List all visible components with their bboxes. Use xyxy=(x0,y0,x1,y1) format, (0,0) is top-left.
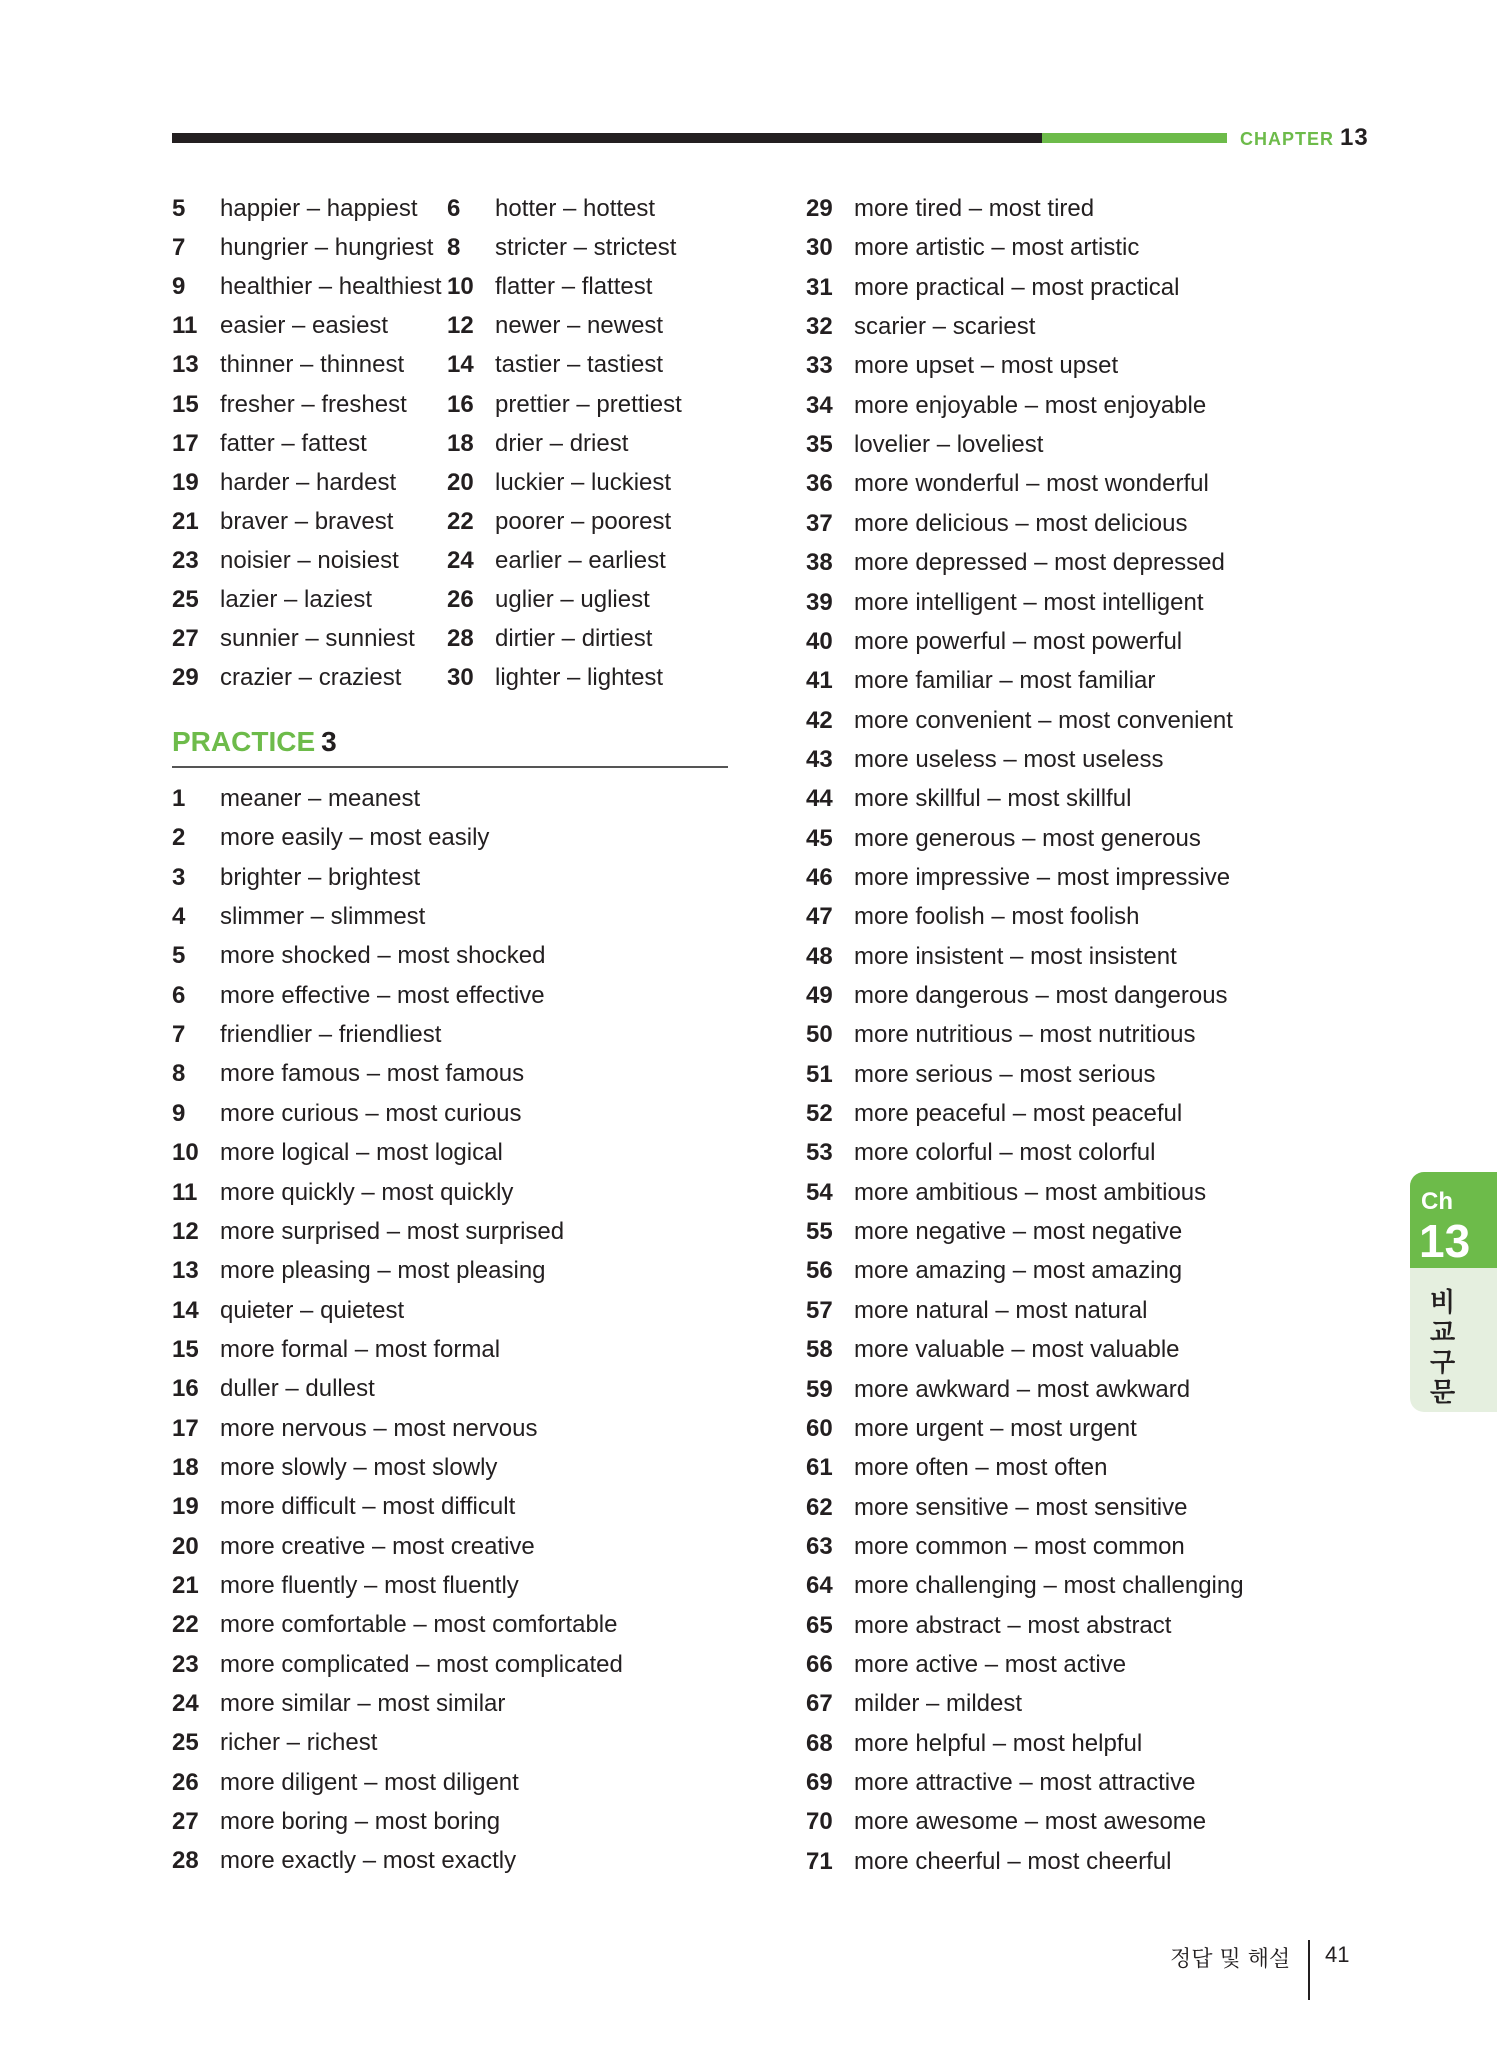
item-number: 24 xyxy=(172,1690,199,1718)
item-answer: healthier – healthiest xyxy=(220,273,442,301)
item-number: 18 xyxy=(172,1453,199,1481)
item-number: 47 xyxy=(806,903,833,931)
item-number: 61 xyxy=(806,1454,833,1482)
item-answer: drier – driest xyxy=(495,429,629,457)
item-answer: more skillful – most skillful xyxy=(854,785,1132,813)
item-answer: more easily – most easily xyxy=(220,824,490,852)
item-number: 31 xyxy=(806,273,833,301)
item-answer: more artistic – most artistic xyxy=(854,234,1140,262)
item-number: 42 xyxy=(806,706,833,734)
item-answer: tastier – tastiest xyxy=(495,351,664,379)
item-number: 25 xyxy=(172,586,199,613)
item-number: 52 xyxy=(806,1100,833,1128)
chapter-label xyxy=(1240,124,1369,152)
item-answer: more serious – most serious xyxy=(854,1060,1156,1088)
item-number: 39 xyxy=(806,588,833,616)
item-answer: meaner – meanest xyxy=(220,785,421,812)
item-number: 14 xyxy=(447,351,474,379)
item-answer: crazier – craziest xyxy=(220,664,402,692)
item-number: 12 xyxy=(172,1217,199,1245)
item-answer: noisier – noisiest xyxy=(220,546,399,574)
item-number: 36 xyxy=(806,470,833,498)
item-answer: more helpful – most helpful xyxy=(854,1729,1143,1757)
item-number: 32 xyxy=(806,313,833,341)
item-answer: braver – bravest xyxy=(220,507,394,535)
item-answer: scarier – scariest xyxy=(854,313,1036,341)
chapter-number: 13 xyxy=(1340,124,1369,151)
item-number: 70 xyxy=(806,1808,833,1836)
item-number: 64 xyxy=(806,1572,833,1600)
item-answer: slimmer – slimmest xyxy=(220,903,426,931)
item-number: 54 xyxy=(806,1178,833,1206)
item-answer: more often – most often xyxy=(854,1454,1108,1482)
item-answer: uglier – ugliest xyxy=(495,586,650,613)
item-number: 28 xyxy=(172,1847,199,1875)
item-number: 23 xyxy=(172,1650,199,1678)
item-answer: more foolish – most foolish xyxy=(854,903,1140,931)
side-tab-ch-label: Ch xyxy=(1421,1188,1453,1215)
item-number: 20 xyxy=(447,468,474,496)
item-answer: more awesome – most awesome xyxy=(854,1808,1207,1836)
item-answer: lovelier – loveliest xyxy=(854,431,1044,459)
item-answer: friendlier – friendliest xyxy=(220,1021,442,1049)
item-answer: more curious – most curious xyxy=(220,1099,522,1127)
item-answer: more challenging – most challenging xyxy=(854,1572,1244,1600)
side-tab-korean-title: 비교구문 xyxy=(1430,1288,1456,1408)
item-answer: richer – richest xyxy=(220,1729,378,1757)
practice-3-title xyxy=(172,726,337,758)
item-number: 7 xyxy=(172,1021,186,1049)
item-answer: more famous – most famous xyxy=(220,1060,525,1088)
item-number: 9 xyxy=(172,1099,186,1127)
item-number: 10 xyxy=(172,1139,199,1167)
item-number: 17 xyxy=(172,429,199,457)
item-number: 62 xyxy=(806,1493,833,1521)
item-number: 15 xyxy=(172,390,199,418)
item-answer: more delicious – most delicious xyxy=(854,509,1188,537)
item-answer: more upset – most upset xyxy=(854,352,1119,380)
practice-number: 3 xyxy=(321,726,337,757)
practice-divider xyxy=(172,766,728,768)
item-number: 16 xyxy=(172,1375,199,1403)
item-number: 49 xyxy=(806,982,833,1009)
header-bar-dark xyxy=(172,133,1042,143)
item-number: 44 xyxy=(806,785,833,813)
item-answer: more amazing – most amazing xyxy=(854,1257,1183,1285)
item-number: 65 xyxy=(806,1611,833,1639)
item-number: 20 xyxy=(172,1532,199,1560)
item-answer: more formal – most formal xyxy=(220,1335,501,1363)
item-number: 6 xyxy=(172,981,186,1009)
item-answer: more abstract – most abstract xyxy=(854,1611,1172,1639)
item-number: 9 xyxy=(172,273,186,301)
item-answer: harder – hardest xyxy=(220,468,397,496)
item-number: 58 xyxy=(806,1336,833,1364)
footer-section-label: 정답 및 해설 xyxy=(1170,1947,1291,1972)
item-answer: more awkward – most awkward xyxy=(854,1375,1191,1403)
item-answer: newer – newest xyxy=(495,312,664,340)
item-number: 13 xyxy=(172,351,199,379)
item-answer: fatter – fattest xyxy=(220,429,367,457)
page-number: 41 xyxy=(1325,1942,1350,1967)
item-number: 26 xyxy=(447,586,474,613)
item-number: 24 xyxy=(447,546,474,574)
item-answer: more tired – most tired xyxy=(854,195,1095,222)
item-number: 71 xyxy=(806,1847,833,1875)
item-answer: dirtier – dirtiest xyxy=(495,625,653,653)
item-answer: more natural – most natural xyxy=(854,1296,1148,1324)
item-number: 8 xyxy=(447,234,461,262)
item-number: 8 xyxy=(172,1060,186,1088)
item-answer: more powerful – most powerful xyxy=(854,627,1183,655)
item-number: 17 xyxy=(172,1414,199,1442)
item-number: 16 xyxy=(447,390,474,418)
item-answer: quieter – quietest xyxy=(220,1296,405,1324)
item-number: 41 xyxy=(806,667,833,695)
item-answer: more intelligent – most intelligent xyxy=(854,588,1204,616)
item-number: 35 xyxy=(806,431,833,459)
item-answer: more shocked – most shocked xyxy=(220,942,546,970)
item-answer: flatter – flattest xyxy=(495,273,653,301)
item-number: 27 xyxy=(172,625,199,653)
item-number: 10 xyxy=(447,273,474,301)
item-answer: more useless – most useless xyxy=(854,745,1164,773)
item-answer: more negative – most negative xyxy=(854,1218,1183,1246)
item-answer: brighter – brightest xyxy=(220,863,421,891)
item-number: 4 xyxy=(172,903,186,931)
item-answer: more comfortable – most comfortable xyxy=(220,1611,618,1639)
item-number: 63 xyxy=(806,1532,833,1560)
item-answer: earlier – earliest xyxy=(495,546,666,574)
item-number: 28 xyxy=(447,625,474,653)
item-number: 13 xyxy=(172,1257,199,1285)
item-answer: more pleasing – most pleasing xyxy=(220,1257,546,1285)
item-answer: more depressed – most depressed xyxy=(854,549,1225,577)
item-number: 50 xyxy=(806,1021,833,1049)
item-answer: more valuable – most valuable xyxy=(854,1336,1180,1364)
item-answer: more convenient – most convenient xyxy=(854,706,1233,734)
item-number: 51 xyxy=(806,1060,833,1088)
item-answer: more similar – most similar xyxy=(220,1690,506,1718)
item-answer: more enjoyable – most enjoyable xyxy=(854,391,1207,419)
item-answer: more colorful – most colorful xyxy=(854,1139,1156,1167)
item-answer: more fluently – most fluently xyxy=(220,1572,519,1599)
item-answer: more active – most active xyxy=(854,1650,1127,1678)
item-number: 34 xyxy=(806,391,833,419)
item-answer: poorer – poorest xyxy=(495,507,672,535)
item-answer: lazier – laziest xyxy=(220,586,373,613)
item-number: 29 xyxy=(172,664,199,692)
item-number: 22 xyxy=(447,507,474,535)
item-answer: easier – easiest xyxy=(220,312,389,340)
item-answer: more diligent – most diligent xyxy=(220,1768,519,1796)
item-number: 22 xyxy=(172,1611,199,1639)
item-number: 56 xyxy=(806,1257,833,1285)
item-number: 59 xyxy=(806,1375,833,1403)
item-number: 46 xyxy=(806,863,833,891)
practice-title-text: PRACTICE xyxy=(172,726,316,757)
item-number: 69 xyxy=(806,1769,833,1796)
item-number: 11 xyxy=(172,312,198,340)
item-number: 57 xyxy=(806,1296,833,1324)
item-number: 66 xyxy=(806,1650,833,1678)
item-answer: stricter – strictest xyxy=(495,234,677,262)
item-number: 12 xyxy=(447,312,474,340)
item-answer: more nutritious – most nutritious xyxy=(854,1021,1196,1049)
item-number: 43 xyxy=(806,745,833,773)
item-answer: more exactly – most exactly xyxy=(220,1847,517,1875)
item-answer: more difficult – most difficult xyxy=(220,1493,516,1521)
item-number: 19 xyxy=(172,468,199,496)
item-number: 5 xyxy=(172,195,186,222)
item-answer: happier – happiest xyxy=(220,195,418,222)
item-answer: more nervous – most nervous xyxy=(220,1414,538,1442)
item-number: 3 xyxy=(172,863,186,891)
item-answer: hungrier – hungriest xyxy=(220,234,434,262)
item-answer: more insistent – most insistent xyxy=(854,942,1177,970)
item-answer: more attractive – most attractive xyxy=(854,1769,1196,1796)
item-answer: more quickly – most quickly xyxy=(220,1178,514,1206)
item-answer: more sensitive – most sensitive xyxy=(854,1493,1188,1521)
item-answer: thinner – thinnest xyxy=(220,351,405,379)
item-number: 29 xyxy=(806,195,833,222)
item-number: 15 xyxy=(172,1335,199,1363)
item-answer: more slowly – most slowly xyxy=(220,1453,498,1481)
item-answer: sunnier – sunniest xyxy=(220,625,415,653)
item-answer: more boring – most boring xyxy=(220,1808,501,1836)
item-answer: more creative – most creative xyxy=(220,1532,535,1560)
header-bar-accent xyxy=(1042,133,1227,143)
item-number: 68 xyxy=(806,1729,833,1757)
item-number: 60 xyxy=(806,1414,833,1442)
item-number: 40 xyxy=(806,627,833,655)
item-number: 19 xyxy=(172,1493,199,1521)
item-answer: more dangerous – most dangerous xyxy=(854,982,1228,1009)
chapter-label-text: CHAPTER xyxy=(1240,129,1335,149)
item-number: 25 xyxy=(172,1729,199,1757)
item-number: 38 xyxy=(806,549,833,577)
item-number: 67 xyxy=(806,1690,833,1718)
item-number: 11 xyxy=(172,1178,198,1206)
item-number: 53 xyxy=(806,1139,833,1167)
item-number: 27 xyxy=(172,1808,199,1836)
item-answer: more impressive – most impressive xyxy=(854,863,1231,891)
item-number: 33 xyxy=(806,352,833,380)
item-number: 30 xyxy=(806,234,833,262)
item-answer: hotter – hottest xyxy=(495,195,656,222)
item-number: 37 xyxy=(806,509,833,537)
item-number: 55 xyxy=(806,1218,833,1246)
item-number: 2 xyxy=(172,824,186,852)
item-number: 21 xyxy=(172,1572,199,1599)
item-answer: more familiar – most familiar xyxy=(854,667,1156,695)
item-number: 7 xyxy=(172,234,186,262)
item-answer: more complicated – most complicated xyxy=(220,1650,623,1678)
item-number: 18 xyxy=(447,429,474,457)
item-number: 48 xyxy=(806,942,833,970)
item-number: 30 xyxy=(447,664,474,692)
item-answer: more generous – most generous xyxy=(854,824,1201,852)
footer-divider xyxy=(1308,1940,1310,2000)
item-answer: prettier – prettiest xyxy=(495,390,682,418)
item-answer: duller – dullest xyxy=(220,1375,375,1403)
item-answer: more peaceful – most peaceful xyxy=(854,1100,1183,1128)
side-tab-ch-number: 13 xyxy=(1419,1215,1471,1267)
item-answer: more practical – most practical xyxy=(854,273,1180,301)
item-answer: more surprised – most surprised xyxy=(220,1217,565,1245)
item-answer: more urgent – most urgent xyxy=(854,1414,1137,1442)
item-answer: more ambitious – most ambitious xyxy=(854,1178,1207,1206)
item-answer: fresher – freshest xyxy=(220,390,407,418)
item-answer: more effective – most effective xyxy=(220,981,545,1009)
item-number: 1 xyxy=(172,785,186,812)
item-answer: lighter – lightest xyxy=(495,664,664,692)
item-answer: more common – most common xyxy=(854,1532,1185,1560)
item-answer: milder – mildest xyxy=(854,1690,1023,1718)
item-answer: more cheerful – most cheerful xyxy=(854,1847,1172,1875)
item-answer: more wonderful – most wonderful xyxy=(854,470,1209,498)
item-number: 6 xyxy=(447,195,461,222)
item-number: 23 xyxy=(172,546,199,574)
item-number: 45 xyxy=(806,824,833,852)
item-number: 5 xyxy=(172,942,186,970)
item-number: 21 xyxy=(172,507,199,535)
item-number: 14 xyxy=(172,1296,199,1324)
item-answer: luckier – luckiest xyxy=(495,468,672,496)
item-number: 26 xyxy=(172,1768,199,1796)
item-answer: more logical – most logical xyxy=(220,1139,503,1167)
